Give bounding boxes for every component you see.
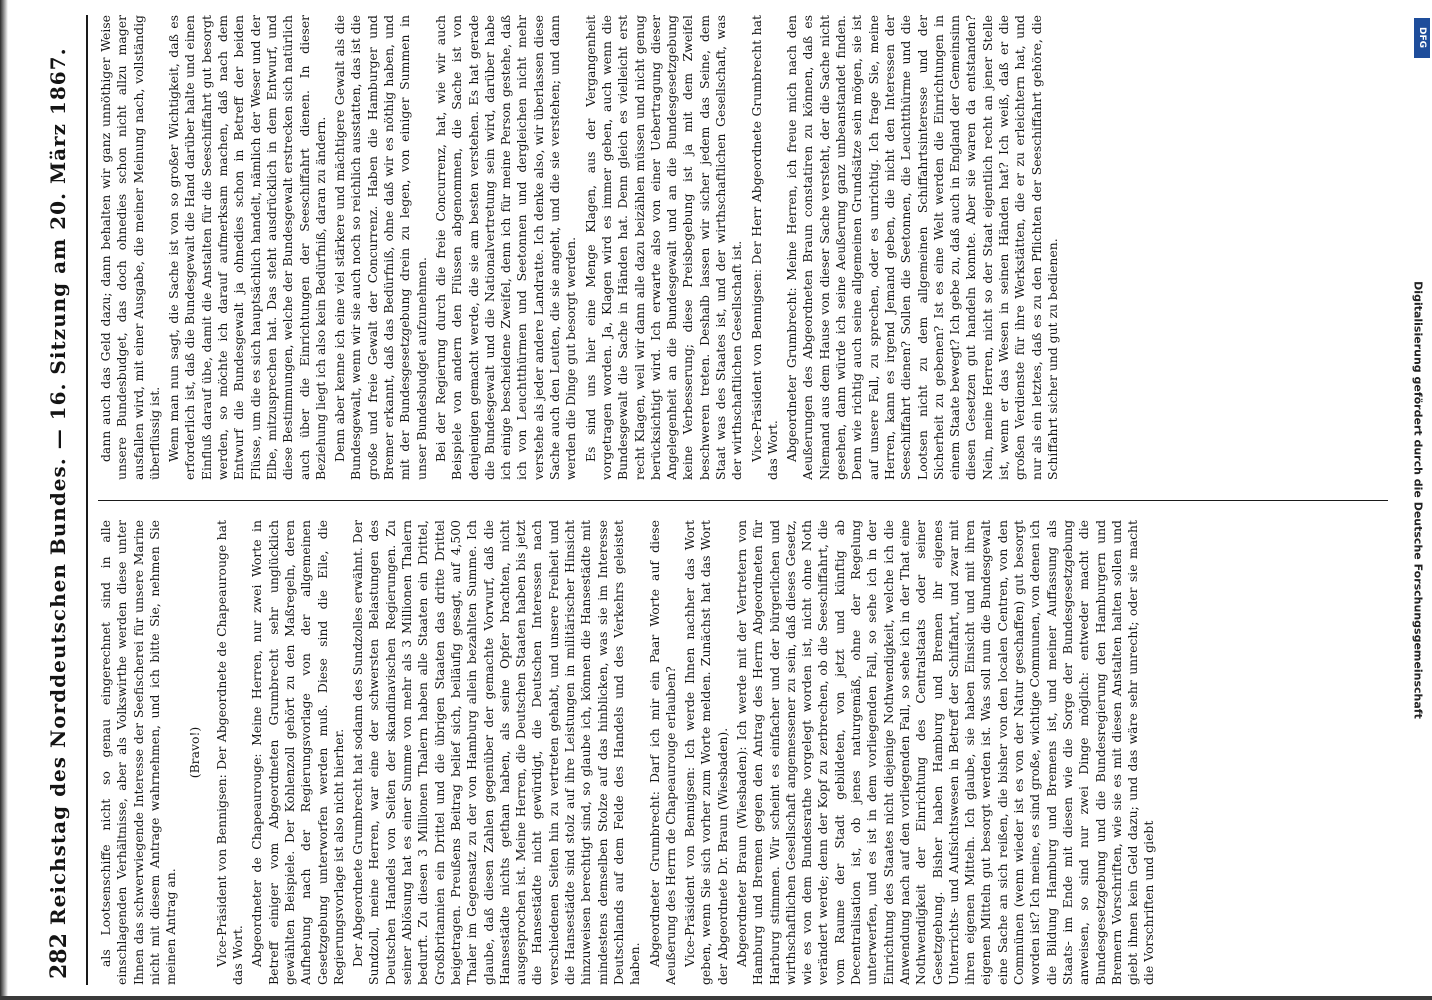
paragraph: Der Abgeordnete Grumbrecht hat sodann des Sundzolles erwähnt. Der Sundzoll, meine Herren, war eine der schwersten Belastungen des Deutschen Handels von Seiten der skandinavischen Regierungen. Zu seiner Ablösung hat es einer Summe von mehr als 3 Millionen Thalern bedurft. Zu diesen 3 Millionen Thalern haben alle Staaten ein Drittel, Großbritannien ein Drittel und die übrigen Staaten das dritte Drittel beigetragen. Preußens Beitrag belief sich, beiläufig gesagt, auf 4,500 Thaler im Gegensatz zu der von Hamburg allein bezahlten Summe. Ich glaube, daß diesen Zahlen gegenüber der gemachte Vorwurf, daß die Hansestädte nichts gethan haben, als seine Opfer brachten, nicht ausgesprochen ist. Meine Herren, die Deutschen Staaten haben bis jetzt die Hansestädte nicht gewürdigt, die Deutschen Interessen nach verschiedenen Seiten hin zu vertreten gehabt, und unsere Freiheit und die Hansestädte sind stolz auf ihre Leistungen in militärischer Hinsicht hinzuweisen berechtigt sind, so glaube ich, können die Hansestädte mit mindestens demselben Stolze auf das hinblicken, was sie im Interesse Deutschlands auf dem Felde des Handels und des Verkehrs geleistet haben. xyxy=(350,520,643,985)
column-divider xyxy=(98,500,1388,501)
running-head: Reichstag des Norddeutschen Bundes. — 16. Sitzung am 20. März 1867. xyxy=(46,47,70,925)
left-column xyxy=(98,520,1388,985)
speaker-paragraph: Abgeordneter Grumbrecht: Meine Herren, ich freue mich nach den Aeußerungen des Abgeordneten Braun constatiren zu können, daß es Niemand aus dem Hause von dieser Sache versteht, der die Sache nicht gesehen, dann würde ich seine Aeußerung ganz unbeanstandet finden. Denn wie richtig auch seine allgemeinen Grundsätze sein mögen, sie ist auf unsere Fall, zu sprechen, oder es unrichtig. Ich frage Sie, meine Herren, kann es irgend Jemand geben, die nicht den Interessen der Seeschiffahrt dienen? Sollen die Seetonnen, die Leuchtthürme und die Lootsen nicht zu dem allgemeinen Schiffahrtsinteresse und der Sicherheit zu gebenen? Ist es eine Welt werden die Einrichtungen in einem Staate bewegt? Ich gebe zu, daß auch in England der Gemeinsinn diesen Gesetzen gut handeln konnte. Aber sie waren da entstanden? Nein, meine Herren, nicht so der Staat eigentlich recht an jener Stelle ist, wenn er das Wesen in seinen Händen hat? Ich weiß, daß er die großen Verdienste für ihre Werkstätten, die er zu erleichtern hat, und nur als ein letztes, daß es zu den Pflichten der Seeschiffahrt gehöre, die Schiffahrt sicher und gut zu bedienen. xyxy=(784,15,1060,480)
paragraph: Denn aber kenne ich eine viel stärkere und mächtigere Gewalt als die Bundesgewalt, wenn wir sie auch noch so reichlich ausstatten, das ist die große und freie Gewalt der Concurrenz. Haben die Hamburger und Bremer erkannt, daß das Bedürfniß, ohne daß wir es nöthig haben, und mit der Bundesgesetzgebung drein zu legen, von einiger Summen in unser Bundesbudget aufzunehmen. xyxy=(332,15,429,480)
speaker-paragraph: Vice-Präsident von Bennigsen: Der Abgeordnete de Chapeaurouge hat das Wort. xyxy=(213,520,246,985)
interjection: (Bravo!) xyxy=(187,726,203,779)
text-columns xyxy=(98,15,1388,985)
right-column xyxy=(98,15,1388,480)
rotated-print-area xyxy=(40,15,1400,985)
binding-edge xyxy=(0,0,8,1000)
paragraph: Wenn man nun sagt, die Sache ist von so großer Wichtigkeit, daß es erforderlich ist, daß die Bundesgewalt die Hand darüber halte und einen Einfluß darauf übe, damit die Anstalten für die Seeschiffahrt gut besorgt werden, so möchte ich darauf aufmerksam machen, daß nach dem Entwurf die Bundesgewalt ja ohnedies schon in Betreff der beiden Flüsse, um die es sich hauptsächlich handelt, nämlich der Weser und der Elbe, mitzusprechen hat. Das steht ausdrücklich in dem Entwurf, und diese Bestimmungen, welche der Bundesgewalt erstrecken sich natürlich auch über die Einrichtungen der Seeschiffahrt dienen. In dieser Beziehung liegt ich also kein Bedürfniß, daran zu ändern. xyxy=(166,15,328,480)
speaker-paragraph: Abgeordneter Braun (Wiesbaden): Ich werde mit der Vertretern von Hamburg und Bremen gegen den Antrag des Herrn Abgeordneten für Harburg stimmen. Wir scheint es einfacher und der bürgerlichen und wirthschaftlichen Gesellschaft angemessener zu sein, daß dieses Gesetz, wie es von dem Bundesrathe vorgelegt worden ist, nicht ohne Noth verändert werde; denn der Kopf zu zerbrechen, ob die Seeschiffahrt, die vom Raume der Stadt gebildeten, von jetzt und künftig ab Decentralisation ist, ob jenes naturgemäß, ohne der Regelung unterwerfen, und es ist in dem vorliegenden Fall, so sehe ich in der Einrichtung des Staates nicht diejenige Nothwendigkeit, welche ich die Anwendung nach auf den vorliegenden Fall, so sehe ich in der That eine Nothwendigkeit der Einrichtung des Centralstaats oder seiner Gesetzgebung. Bisher haben Hamburg und Bremen ihr eigenes Unterrichts- und Aufsichtswesen in Betreff der Schiffahrt, und zwar mit ihren eigenen Mitteln. Ich glaube, sie haben Einsicht und mit ihren eigenen Mitteln gut besorgt werden ist. Was soll nun die Bundesgewalt eine Sache an sich reißen, die bisher von den localen Centren, von den Commünen (wenn wieder ist es von der Natur geschaffen) gut besorgt worden ist? Ich meine, es sind große, wichtige Communen, von denen ich die Bildung Hamburg und Bremens ist, und meiner Auffassung als Staats- im Ende mit diesen wie die Sorge der Bundesgesetzgebung anweisen, so sind nur zwei Dinge möglich: entweder macht die Bundesgesetzgebung und die Bundesregierung den Hamburgern und Bremern Vorschriften, wie sie es mit diesen Anstalten halten sollen und giebt ihnen kein Geld dazu; und das wäre sehr unrecht; oder sie macht die Vorschriften und giebt xyxy=(733,520,1157,985)
paragraph: Bei der Regierung durch die freie Concurrenz, hat, wie wir auch Beispiele von andern den Flüssen abgenommen, die Sache ist von denjenigen gemacht werde, die sie am besten verstehen. Es hat gerade die Bundesgewalt und die Nationalvertretung sein wird, darüber habe ich einige bescheidene Zweifel, denn ich für meine Person gestehe, daß ich von Leuchtthürmen und Seetonnen und dergleichen nicht mehr verstehe als jeder andere Landratte. Ich denke also, wir überlassen diese Sache auch den Leuten, die sie angeht, und die sie verstehen; und dann werden die Dinge gut besorgt werden. xyxy=(432,15,579,480)
page-number: 282 xyxy=(46,933,72,979)
page-header xyxy=(40,15,88,985)
paragraph: dann auch das Geld dazu; dann behalten wir ganz unnöthiger Weise unsere Bundesbudget, das doch ohnedies schon nicht allzu mager ausfallen wird, mit einer Ausgabe, die meiner Meinung nach, vollständig überflüssig ist. xyxy=(98,15,162,480)
paragraph: als Lootsenschiffe nicht so genau eingerechnet sind in alle einschlagenden Verhältnisse, aber als Volkswirthe werden diese unter Ihnen das schwerwiegende Interesse der Seefischerei für unsere Marine nicht mit diesem Antrage wahrnehmen, und ich bitte Sie, nehmen Sie meinen Antrag an. xyxy=(98,520,179,985)
digitization-credit: Digitalisierung gefördert durch die Deutsche Forschungsgemeinschaft xyxy=(1411,281,1425,719)
speaker-paragraph: Vice-Präsident von Bennigsen: Der Herr Abgeordnete Grumbrecht hat das Wort. xyxy=(748,15,780,480)
speaker-paragraph: Vice-Präsident von Bennigsen: Ich werde Ihnen nachher das Wort geben, wenn Sie sich vorher zum Worte melden. Zunächst hat das Wort der Abgeordnete Dr. Braun (Wiesbaden). xyxy=(682,520,730,985)
paragraph: Es sind uns hier eine Menge Klagen, aus der Vergangenheit vorgetragen worden. Ja, Klagen wird es immer geben, auch wenn die Bundesgewalt die Sache in Händen hat. Denn gleich es vielleicht erst recht Klagen, weil wir dann alle dazu beizählen müssen und nicht genug berücksichtigt wird. Ich erwarte also von einer Uebertragung dieser Angelegenheit an die Bundesgewalt und an die Bundesgesetzgebung keine Verbesserung; diese Preisbegebung ist ja mit dem Zweifel beschweren treten. Deshalb lassen wir sicher jedem das Seine, dem Staat was des Staates ist, und der wirthschaftlichen Gesellschaft, was der wirthschaftlichen Gesellschaft ist. xyxy=(582,15,745,480)
dfg-logo: DFG xyxy=(1414,18,1430,58)
speaker-paragraph: Abgeordneter Grumbrecht: Darf ich mir ein Paar Worte auf diese Aeußerung des Herrn de Chapeaurouge erlauben? xyxy=(646,520,678,985)
speaker-paragraph: Abgeordneter de Chapeaurouge: Meine Herren, nur zwei Worte in Betreff einiger vom Abgeordneten Grumbrecht sehr unglücklich gewählten Beispiele. Der Kohlenzoll gehört zu den Maßregeln, deren Aufhebung nach der Regierungsvorlage von der allgemeinen Gesetzgebung unterworfen werden muß. Diese sind die Eile, die Regierungsvorlage ist also nicht hierher. xyxy=(249,520,346,985)
page-bottom-edge xyxy=(0,996,1432,1000)
